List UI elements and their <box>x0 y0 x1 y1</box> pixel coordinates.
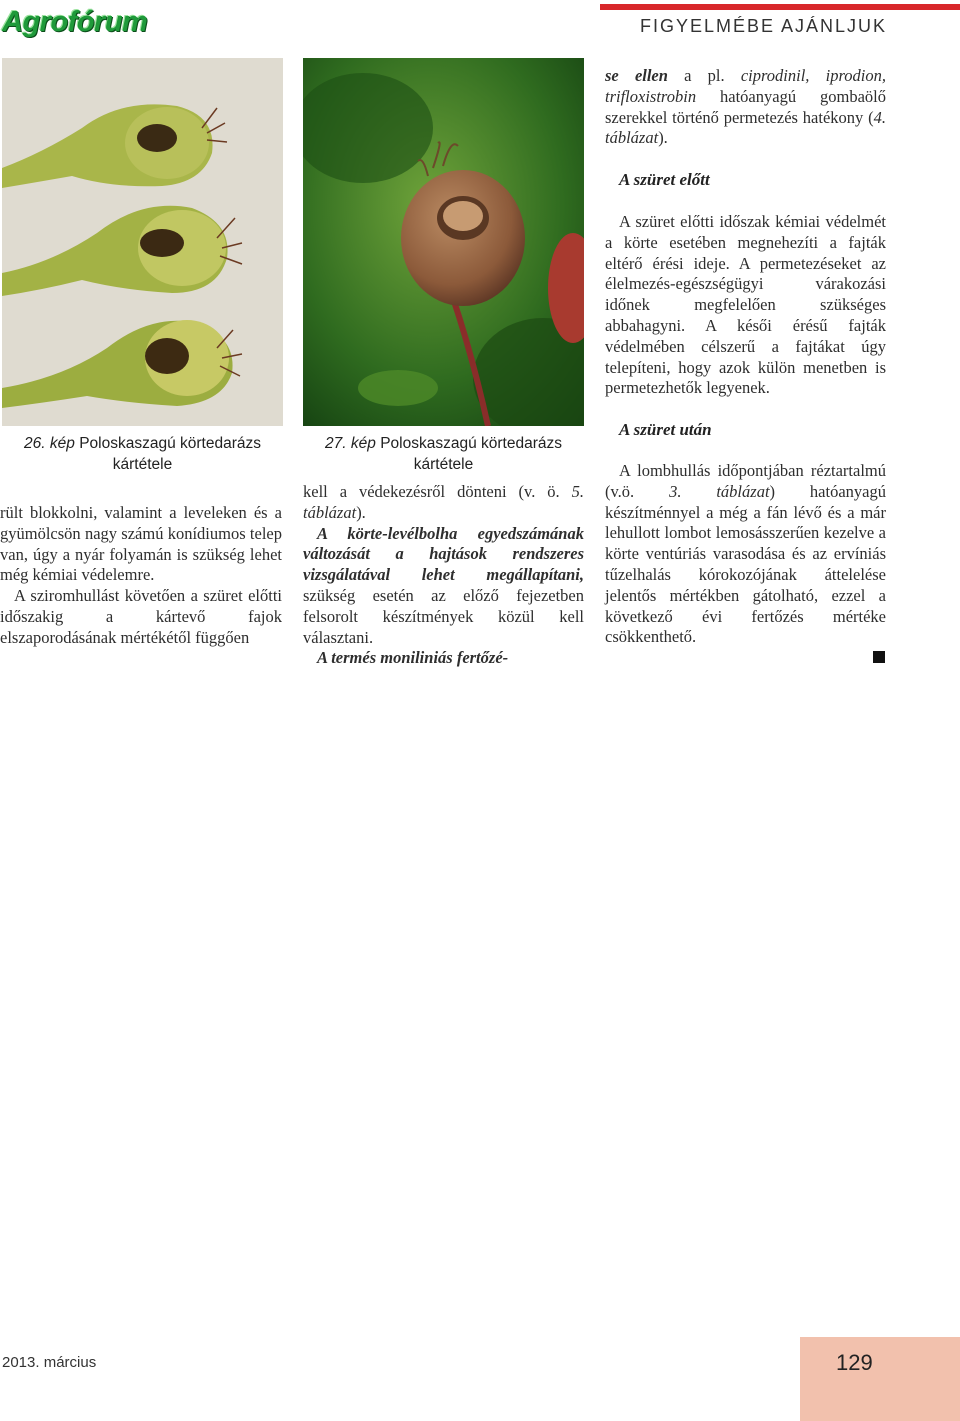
col3-paragraph-1: se ellen a pl. ciprodinil, iprodion, trifloxistrobin hatóanyagú gombaölő szerekkel történő permetezés hatékony (4. táblázat). <box>605 66 886 148</box>
figure-27-number: 27. kép <box>325 435 376 452</box>
figure-27-caption <box>303 433 584 475</box>
text-column-1 <box>0 503 282 649</box>
text-column-2 <box>303 482 584 669</box>
col2-paragraph-3: A termés moniliniás fertőzé- <box>317 648 509 668</box>
col2-paragraph-2: A körte-levélbolha egyedszámának változását a hajtások rendszeres vizsgálatával lehet megállapítani, szükség esetén az előző fejezetben felsorolt készítmények közül kell választani. <box>303 523 584 647</box>
section-title: FIGYELMÉBE AJÁNLJUK <box>640 16 888 36</box>
photo-27-damaged-pear-branch <box>303 58 584 426</box>
figure-27-title: Poloskaszagú körtedarázs <box>380 435 562 452</box>
heading-before-harvest: A szüret előtt <box>619 170 710 189</box>
magazine-logo: Agrofórum <box>2 6 148 38</box>
article-end-mark <box>873 651 885 663</box>
figure-26-number: 26. kép <box>24 435 75 452</box>
figure-26-title-line2: kártétele <box>112 456 173 473</box>
col3-paragraph-2: A szüret előtti időszak kémiai védelmét a körte esetében megnehezíti a fajták eltérő érési ideje. A permetezéseket az élelmezés-egészségügyi várakozási időnek megfelelően szükséges abbahagyni. A késői érésű fajták védelmében célszerű a fajtákat úgy telepíteni, hogy azok külön menetben is permetezhetők legyenek. <box>605 212 886 398</box>
figure-26-title: Poloskaszagú körtedarázs <box>79 435 261 452</box>
page-number-box <box>800 1337 960 1421</box>
col2-paragraph-1: kell a védekezésről dönteni (v. ö. 5. táblázat). <box>303 482 584 522</box>
text-column-3-section-2 <box>605 212 886 399</box>
col3-paragraph-3: A lombhullás időpontjában réztartalmú (v.ö. 3. táblázat) hatóanyagú készítménnyel a még a fán lévő és a már lehullott lombot lemosásszerűen kezelve a körte ventúriás varasodása és az ervíniás tűzelhalás kórokozójának áttelelése jelentős mértékben gátolható, ezzel a következő évi fertőzés mértéke csökkenthető. <box>605 461 886 647</box>
col1-paragraph-2: A sziromhullást követően a szüret előtti időszakig a kártevő fajok elszaporodásának mértékétől függően <box>0 586 282 647</box>
header-accent-bar <box>600 4 960 10</box>
photo-26-damaged-pears <box>2 58 283 426</box>
text-column-3 <box>605 66 886 149</box>
footer-issue-date: 2013. március <box>2 1354 97 1371</box>
page-number: 129 <box>836 1350 873 1375</box>
heading-after-harvest: A szüret után <box>619 420 712 439</box>
figure-27-title-line2: kártétele <box>413 456 474 473</box>
text-column-3-section-3 <box>605 461 886 648</box>
figure-26-caption <box>2 433 283 475</box>
col1-paragraph-1: rült blokkolni, valamint a leveleken és a gyümölcsön nagy számú konídiumos telep van, úgy a nyár folyamán is szükség lehet még kémiai védelemre. <box>0 503 282 585</box>
